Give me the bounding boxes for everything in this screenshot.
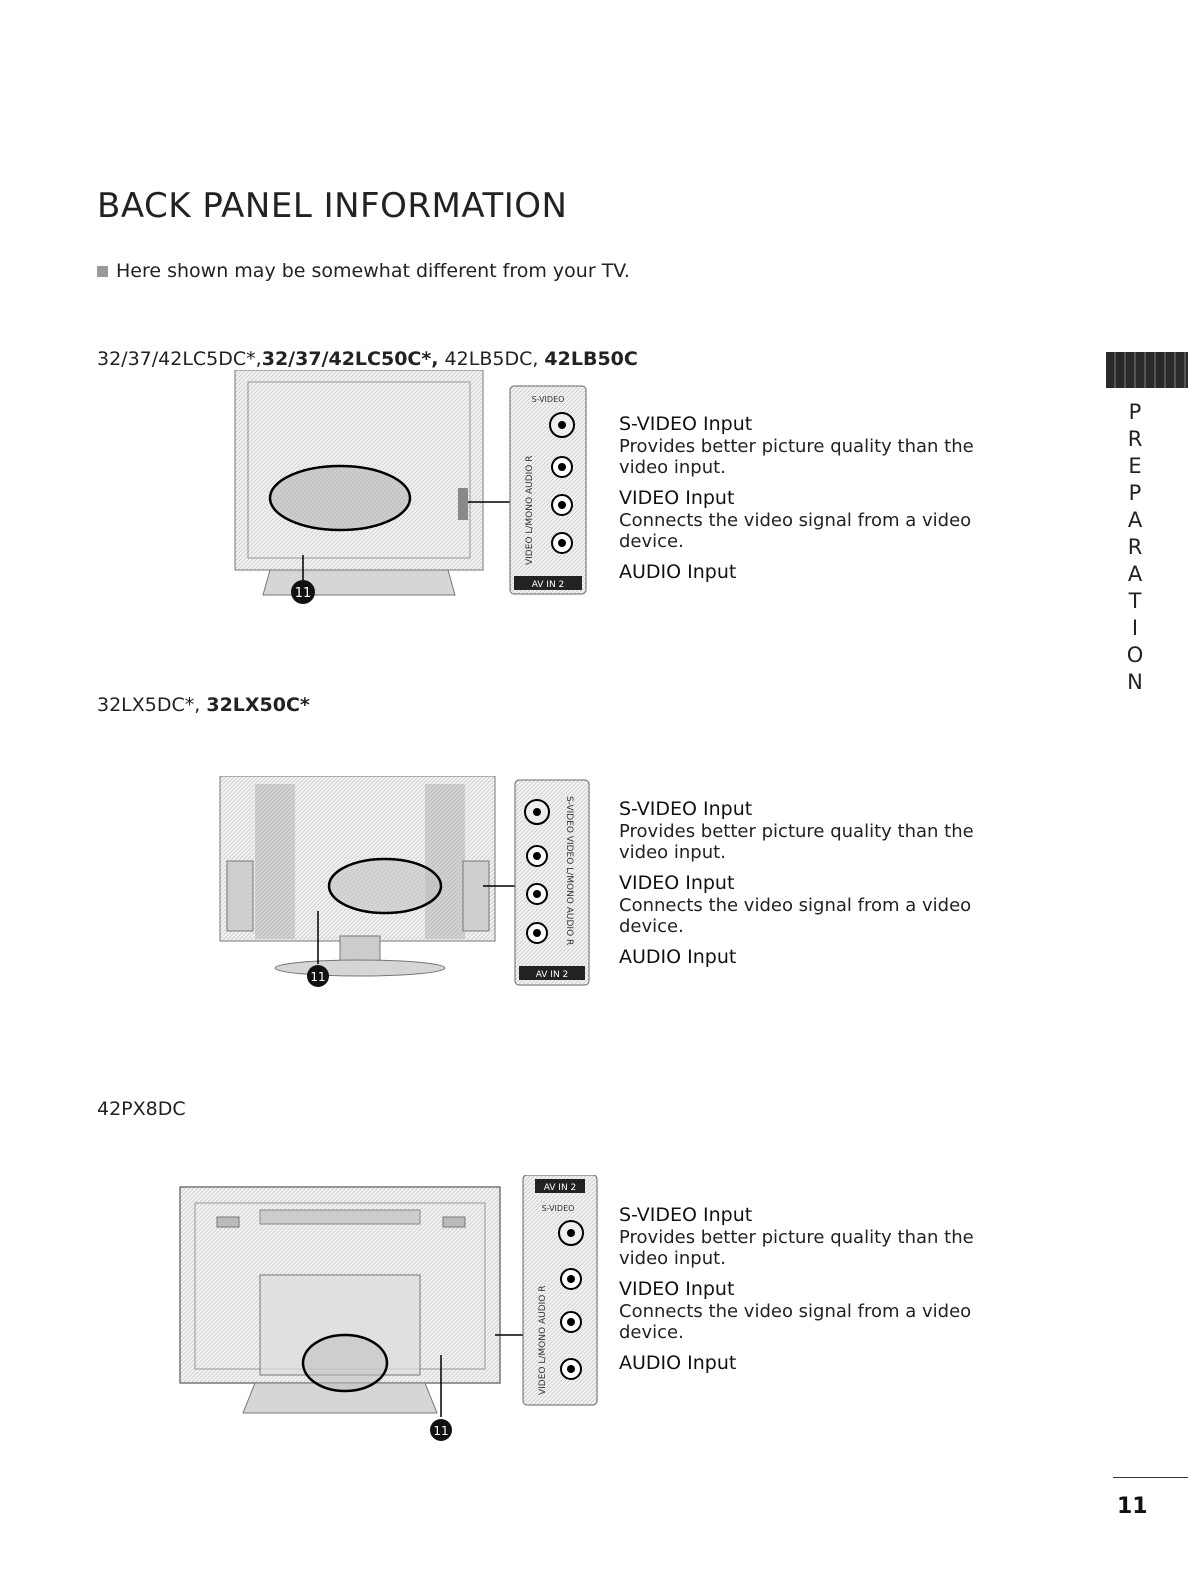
desc-heading: VIDEO Input — [619, 487, 735, 509]
jack-label: VIDEO L/MONO AUDIO R — [538, 1285, 548, 1395]
jack-panel — [523, 1175, 597, 1405]
bullet-square-icon — [97, 266, 108, 277]
section-tab-marker — [1106, 352, 1188, 388]
model-name-bold: 32LX50C* — [206, 694, 310, 716]
descriptions-3 — [619, 1203, 979, 1375]
jack-label: S-VIDEO — [531, 395, 565, 404]
tv-back-panel-figure-1 — [230, 370, 610, 615]
model-name: 42PX8DC — [97, 1098, 186, 1120]
desc-heading: AUDIO Input — [619, 946, 737, 968]
desc-heading: VIDEO Input — [619, 1278, 735, 1300]
jack-label: S-VIDEO — [541, 1204, 575, 1213]
tv-stand — [275, 960, 445, 976]
page-title: BACK PANEL INFORMATION — [97, 186, 568, 226]
model-name: 32/37/42LC5DC*, — [97, 348, 262, 370]
model-name-bold: 42LB50C — [544, 348, 638, 370]
callout-number: 11 — [294, 586, 312, 601]
page-number: 11 — [1117, 1494, 1148, 1519]
desc-text: Connects the video signal from a video device. — [619, 510, 972, 552]
side-jack-block — [458, 488, 468, 520]
desc-heading: AUDIO Input — [619, 1352, 737, 1374]
descriptions-1 — [619, 412, 979, 584]
jack-label: AV IN 2 — [535, 970, 569, 980]
highlight-ellipse — [329, 859, 441, 913]
callout-number: 11 — [433, 1424, 449, 1438]
jack-panel — [510, 386, 586, 594]
jack-panel — [515, 780, 589, 985]
jack-label: VIDEO L/MONO AUDIO R — [525, 455, 535, 565]
desc-text: Provides better picture quality than the video input. — [619, 1227, 974, 1269]
desc-heading: VIDEO Input — [619, 872, 735, 894]
highlight-ellipse — [270, 466, 410, 530]
model-line-1 — [97, 348, 638, 370]
desc-heading: S-VIDEO Input — [619, 798, 753, 820]
desc-text: Connects the video signal from a video device. — [619, 895, 972, 937]
callout-number: 11 — [310, 970, 326, 984]
model-line-3 — [97, 1098, 186, 1120]
model-name-bold: 32/37/42LC50C*, — [261, 348, 439, 370]
jack-label: AV IN 2 — [531, 580, 565, 590]
desc-heading: S-VIDEO Input — [619, 1204, 753, 1226]
model-line-2 — [97, 694, 310, 716]
desc-heading: S-VIDEO Input — [619, 413, 753, 435]
note — [97, 260, 630, 282]
tv-back-panel-figure-2 — [215, 776, 605, 1001]
desc-text: Provides better picture quality than the video input. — [619, 821, 974, 863]
note-text: Here shown may be somewhat different from your TV. — [116, 260, 630, 282]
page-number-rule — [1113, 1477, 1188, 1478]
model-name: 32LX5DC*, — [97, 694, 207, 716]
section-label: PREPARATION — [1123, 400, 1147, 697]
tv-back-panel-figure-3 — [175, 1175, 607, 1455]
descriptions-2 — [619, 797, 979, 969]
jack-label: AV IN 2 — [543, 1183, 577, 1193]
model-name: 42LB5DC, — [438, 348, 545, 370]
jack-label: S-VIDEO VIDEO L/MONO AUDIO R — [564, 796, 574, 946]
desc-text: Connects the video signal from a video device. — [619, 1301, 972, 1343]
desc-heading: AUDIO Input — [619, 561, 737, 583]
highlight-ellipse — [303, 1335, 387, 1391]
desc-text: Provides better picture quality than the video input. — [619, 436, 974, 478]
